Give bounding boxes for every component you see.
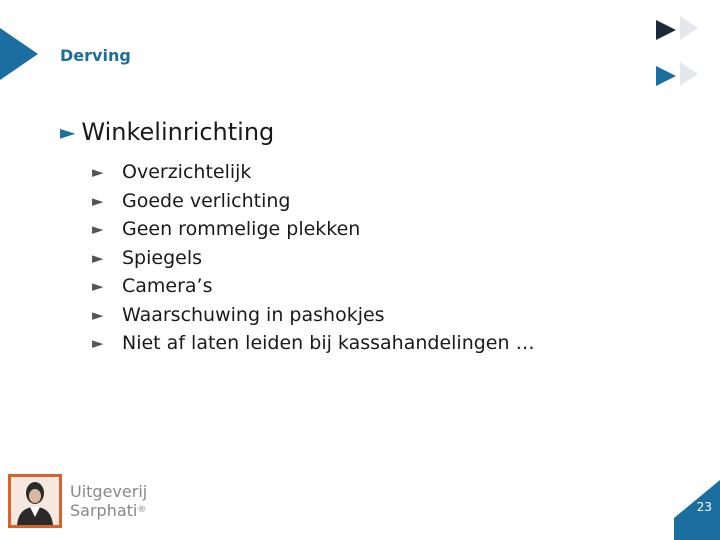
logo-line-2: Sarphati bbox=[70, 501, 138, 520]
bullet-arrow-icon: ► bbox=[92, 191, 104, 210]
slide-heading bbox=[60, 118, 274, 146]
heading-arrow-icon: ► bbox=[60, 120, 76, 144]
list-item-text: Waarschuwing in pashokjes bbox=[122, 303, 385, 326]
list-item-text: Camera’s bbox=[122, 275, 213, 298]
decorative-graphic bbox=[654, 8, 702, 108]
list-item bbox=[92, 329, 535, 358]
bullet-arrow-icon: ► bbox=[92, 277, 104, 296]
list-item-text: Geen rommelige plekken bbox=[122, 218, 361, 241]
list-item bbox=[92, 244, 535, 273]
list-item bbox=[92, 301, 535, 330]
list-item bbox=[92, 272, 535, 301]
list-item bbox=[92, 187, 535, 216]
bullet-arrow-icon: ► bbox=[92, 163, 104, 182]
portrait-logo-icon bbox=[8, 474, 62, 528]
list-item-text: Goede verlichting bbox=[122, 189, 291, 212]
logo-wordmark bbox=[70, 482, 147, 520]
list-item bbox=[92, 215, 535, 244]
list-item-text: Overzichtelijk bbox=[122, 161, 252, 184]
bullet-arrow-icon: ► bbox=[92, 248, 104, 267]
registered-mark: ® bbox=[137, 505, 147, 515]
corner-triangle-decoration bbox=[0, 28, 38, 80]
section-label: Derving bbox=[60, 46, 131, 65]
bullet-list bbox=[92, 158, 535, 358]
list-item-text: Niet af laten leiden bij kassahandelingen … bbox=[122, 332, 535, 355]
logo-line-1: Uitgeverij bbox=[70, 482, 148, 501]
heading-text: Winkelinrichting bbox=[81, 118, 275, 146]
list-item bbox=[92, 158, 535, 187]
bullet-arrow-icon: ► bbox=[92, 220, 104, 239]
list-item-text: Spiegels bbox=[122, 246, 203, 269]
publisher-logo bbox=[8, 474, 147, 528]
bullet-arrow-icon: ► bbox=[92, 334, 104, 353]
page-number: 23 bbox=[696, 500, 712, 514]
bullet-arrow-icon: ► bbox=[92, 305, 104, 324]
